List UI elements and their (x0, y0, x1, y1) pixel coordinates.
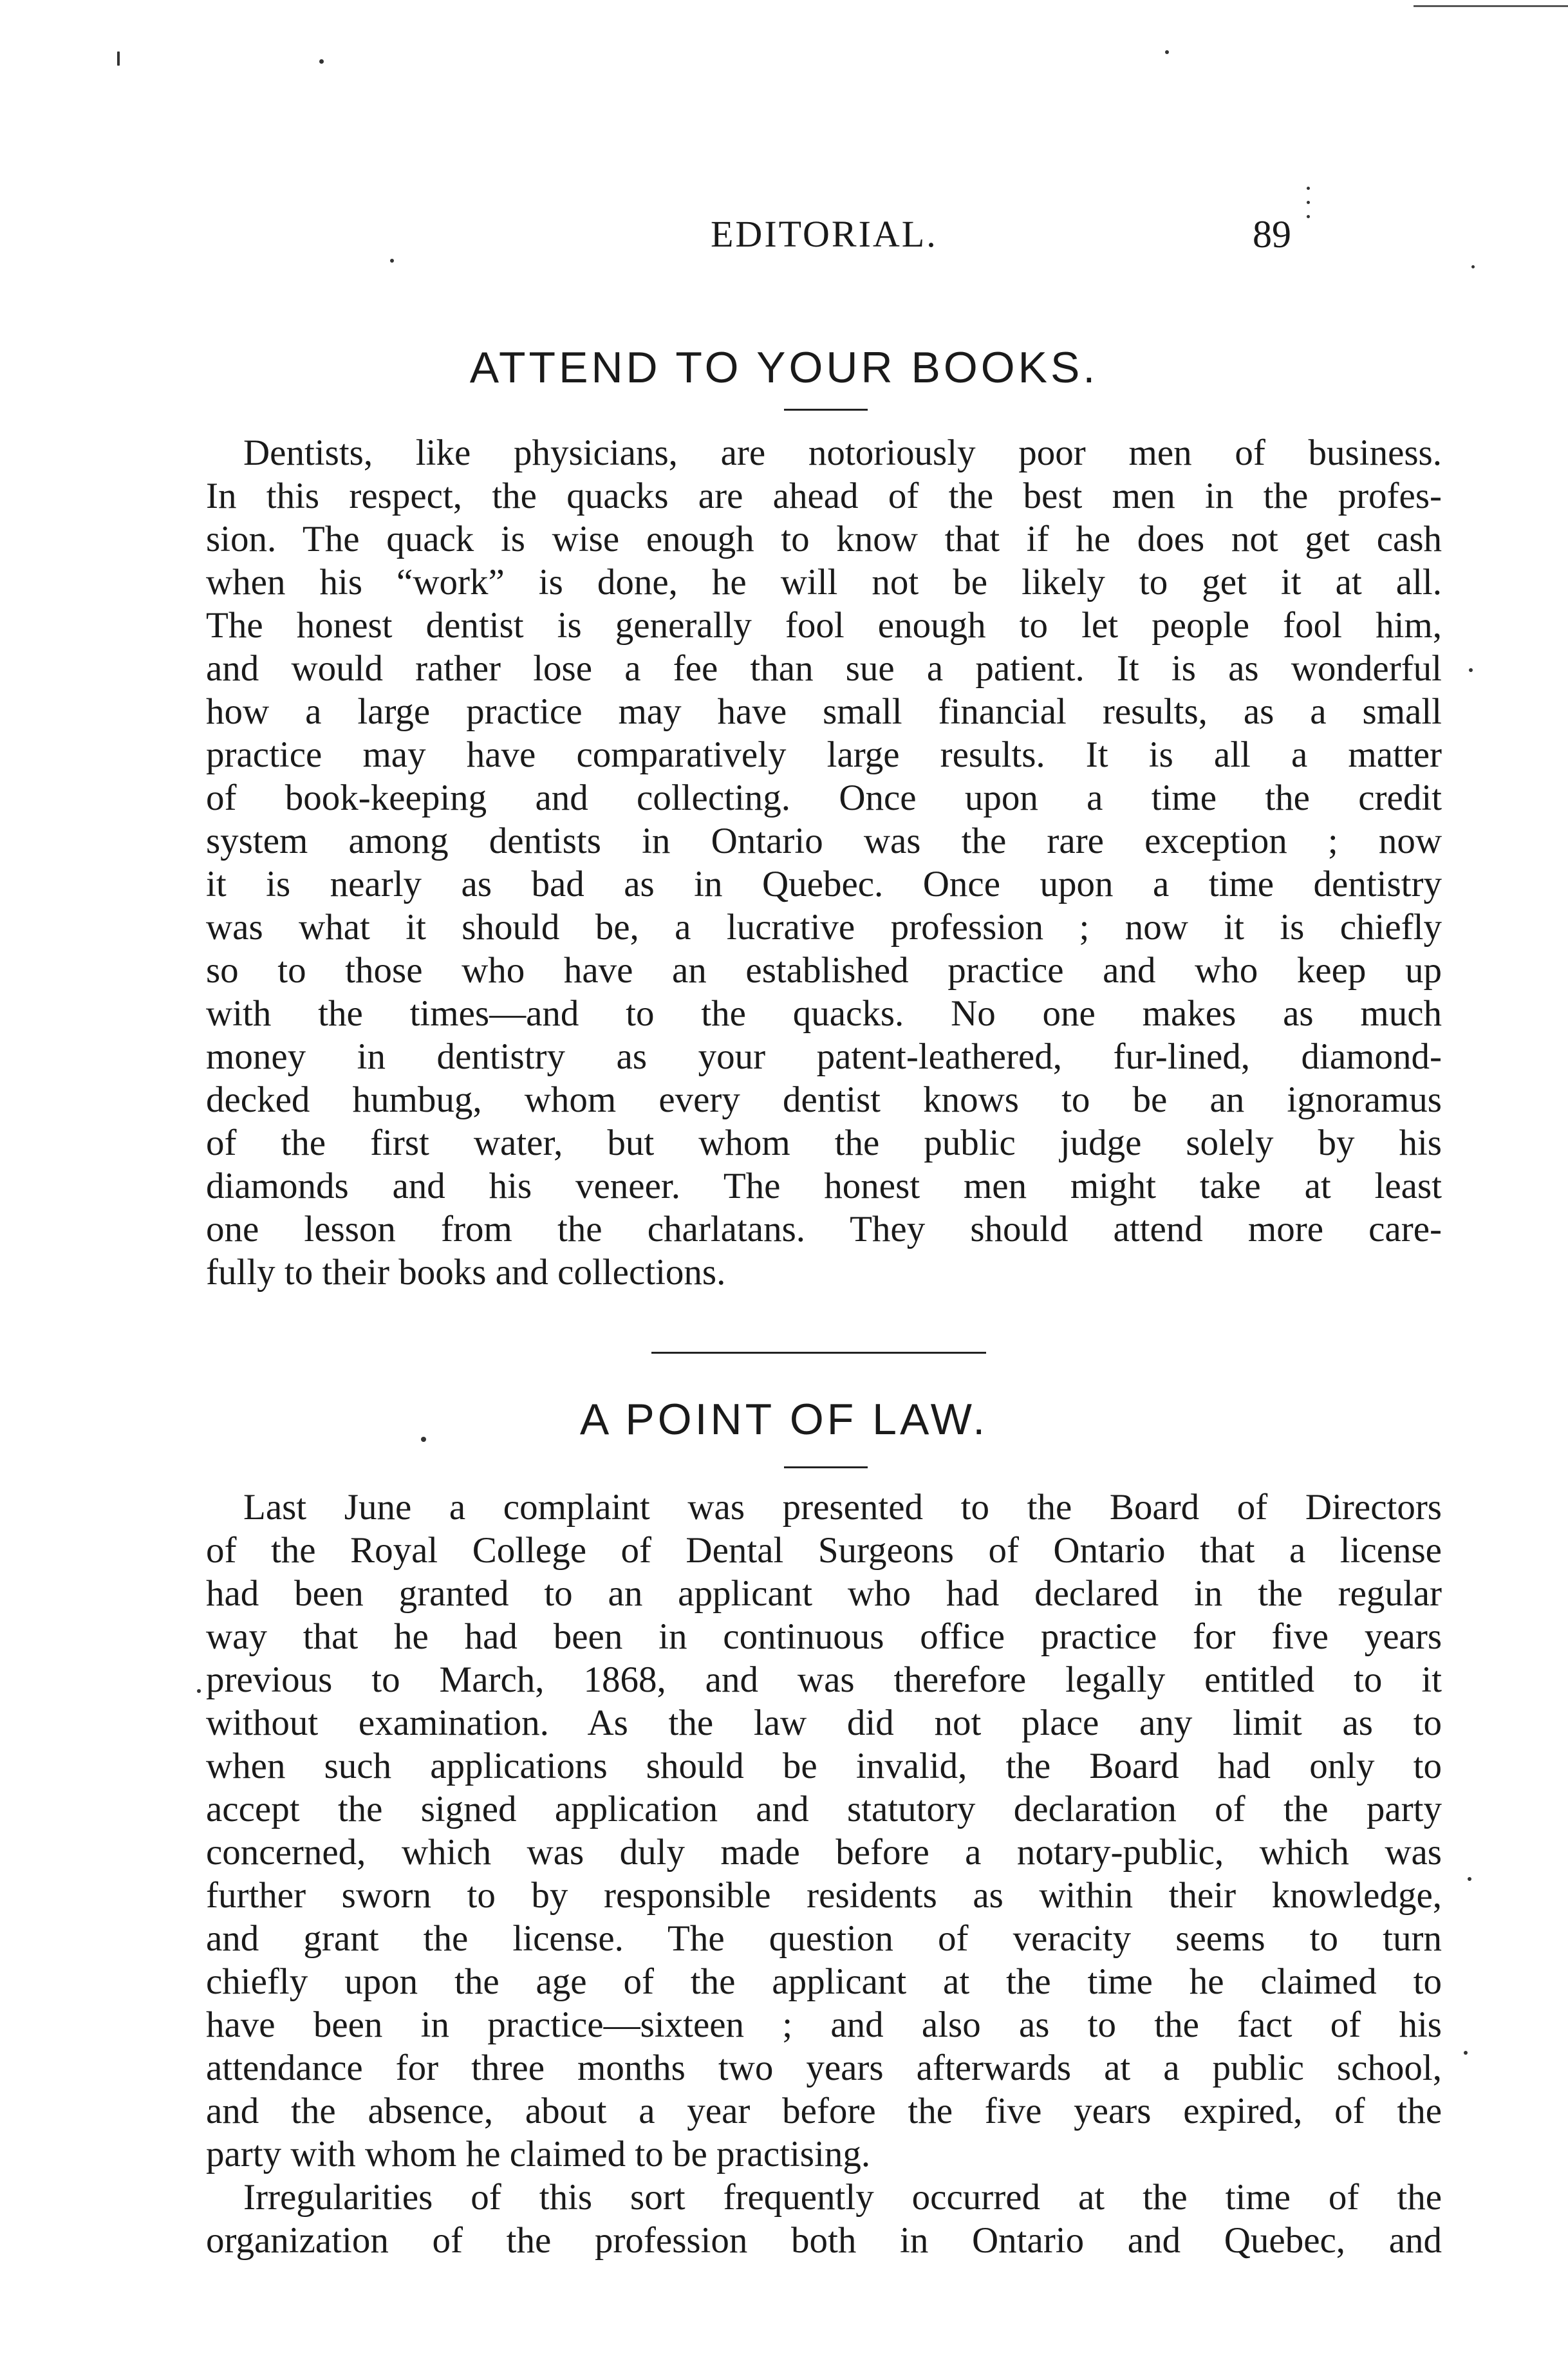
text-line: how a large practice may have small financial results, as a small (206, 691, 1442, 732)
title-underline-rule (784, 409, 868, 411)
text-line: diamonds and his veneer. The honest men might take at least (206, 1166, 1442, 1206)
print-speck (1469, 668, 1473, 672)
text-line: attendance for three months two years afterwards at a public school, (206, 2048, 1442, 2088)
print-speck (1307, 215, 1310, 218)
print-speck (1468, 1877, 1471, 1881)
print-speck (1464, 2051, 1468, 2055)
text-line: when his “work” is done, he will not be likely to get it at all. (206, 562, 1442, 603)
text-line: of book-keeping and collecting. Once upon a time the credit (206, 778, 1442, 818)
text-line: Last June a complaint was presented to the Board of Directors (243, 1487, 1442, 1528)
text-line: further sworn to by responsible residents as within their knowledge, (206, 1875, 1442, 1916)
text-line: had been granted to an applicant who had declared in the regular (206, 1573, 1442, 1614)
text-line: was what it should be, a lucrative profession ; now it is chiefly (206, 907, 1442, 948)
text-line: of the first water, but whom the public judge solely by his (206, 1123, 1442, 1163)
article-title-a-point-of-law: A POINT OF LAW. (579, 1395, 989, 1444)
print-speck (1165, 50, 1169, 54)
text-line: previous to March, 1868, and was therefore legally entitled to it (206, 1659, 1442, 1700)
text-line: of the Royal College of Dental Surgeons of Ontario that a license (206, 1530, 1442, 1571)
print-speck (1307, 187, 1310, 190)
text-line: way that he had been in continuous office practice for five years (206, 1616, 1442, 1657)
text-line: decked humbug, whom every dentist knows to be an ignoramus (206, 1080, 1442, 1120)
print-speck (197, 1689, 201, 1693)
text-line: system among dentists in Ontario was the rare exception ; now (206, 821, 1442, 861)
text-line: sion. The quack is wise enough to know that if he does not get cash (206, 519, 1442, 559)
text-line: fully to their books and collections. (206, 1252, 726, 1293)
section-divider-rule (651, 1352, 986, 1354)
text-line: with the times—and to the quacks. No one makes as much (206, 993, 1442, 1034)
text-line: and would rather lose a fee than sue a patient. It is as wonderful (206, 648, 1442, 689)
print-speck (117, 51, 120, 66)
text-line: party with whom he claimed to be practising. (206, 2134, 871, 2174)
article-body-a-point-of-law (206, 1486, 1442, 2262)
text-line: it is nearly as bad as in Quebec. Once upon a time dentistry (206, 864, 1442, 904)
print-speck (1471, 265, 1475, 268)
text-line: concerned, which was duly made before a notary-public, which was (206, 1832, 1442, 1873)
article-title-attend-to-your-books: ATTEND TO YOUR BOOKS. (469, 343, 1099, 392)
title-underline-rule (784, 1466, 868, 1468)
text-line: Dentists, like physicians, are notoriously poor men of business. (243, 433, 1442, 473)
print-speck (319, 59, 324, 64)
print-speck (1307, 201, 1310, 204)
text-line: In this respect, the quacks are ahead of the best men in the profes- (206, 476, 1442, 516)
text-line: accept the signed application and statutory declaration of the party (206, 1789, 1442, 1829)
text-line: one lesson from the charlatans. They should attend more care- (206, 1209, 1442, 1249)
text-line: Irregularities of this sort frequently occurred at the time of the (243, 2177, 1442, 2218)
top-edge-rule (1414, 5, 1568, 7)
text-line: when such applications should be invalid, the Board had only to (206, 1746, 1442, 1786)
text-line: chiefly upon the age of the applicant at the time he claimed to (206, 1961, 1442, 2002)
print-speck (390, 259, 394, 263)
running-head: EDITORIAL. (711, 213, 938, 255)
article-body-attend-to-your-books (206, 431, 1442, 1294)
text-line: so to those who have an established practice and who keep up (206, 950, 1442, 991)
text-line: and grant the license. The question of veracity seems to turn (206, 1918, 1442, 1959)
text-line: money in dentistry as your patent-leathered, fur-lined, diamond- (206, 1036, 1442, 1077)
text-line: have been in practice—sixteen ; and also as to the fact of his (206, 2005, 1442, 2045)
text-line: without examination. As the law did not place any limit as to (206, 1703, 1442, 1743)
text-line: The honest dentist is generally fool enough to let people fool him, (206, 605, 1442, 646)
page-number: 89 (1253, 213, 1291, 256)
text-line: practice may have comparatively large results. It is all a matter (206, 734, 1442, 775)
text-line: and the absence, about a year before the five years expired, of the (206, 2091, 1442, 2131)
text-line: organization of the profession both in Ontario and Quebec, and (206, 2220, 1442, 2261)
